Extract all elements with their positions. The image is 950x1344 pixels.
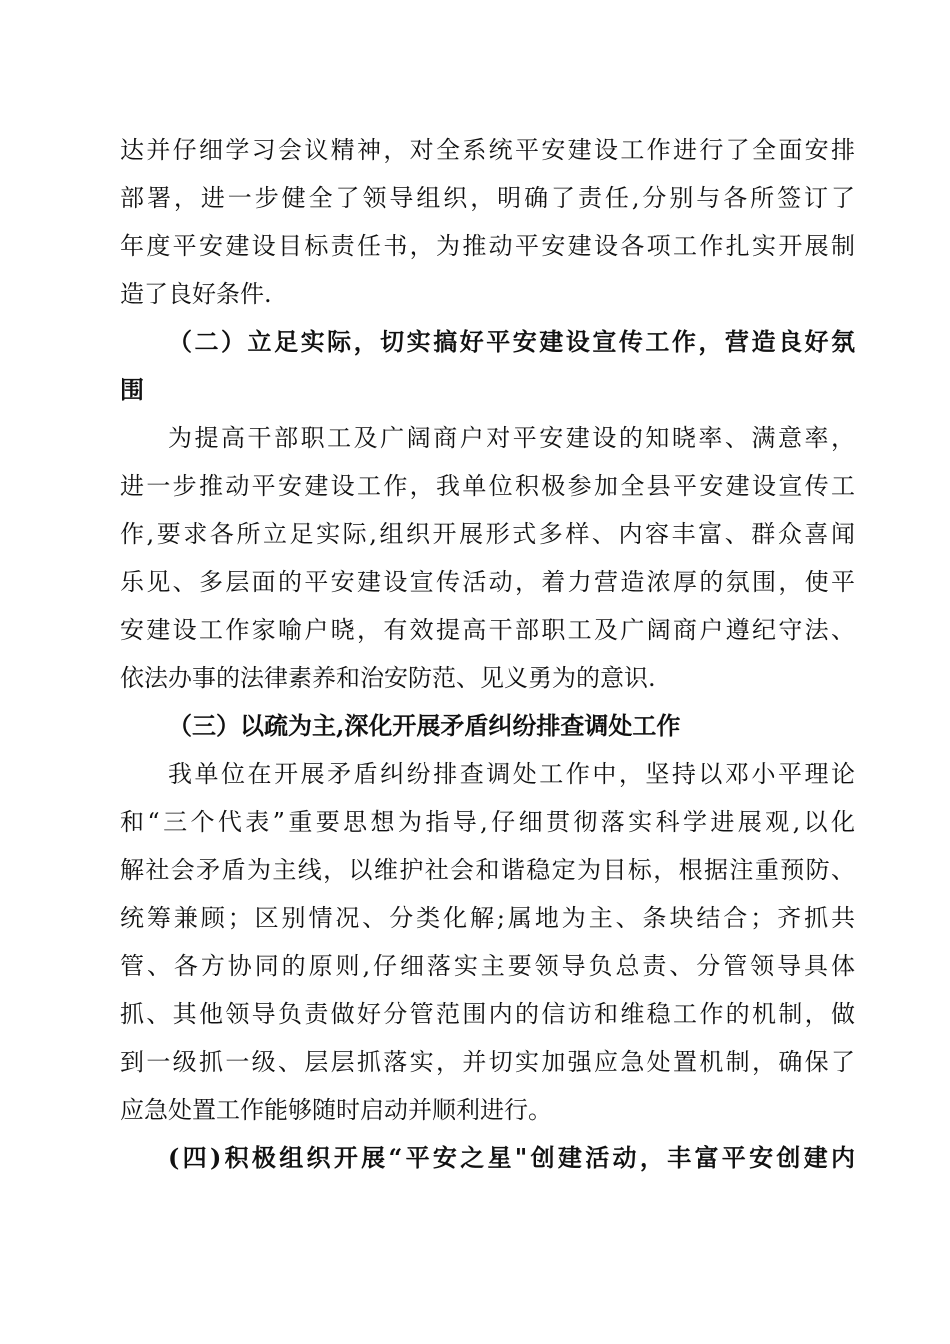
paragraph-3 <box>120 750 855 1134</box>
section-heading-3 <box>120 702 855 750</box>
paragraph-3-line: 应急处置工作能够随时启动并顺利进行。 <box>120 1096 552 1124</box>
paragraph-3-line: 和“三个代表”重要思想为指导,仔细贯彻落实科学进展观,以化 <box>120 808 855 836</box>
section-heading-4 <box>120 1134 855 1182</box>
paragraph-1 <box>120 126 855 318</box>
section-heading-2-line: 围 <box>120 375 144 404</box>
paragraph-1-line: 达并仔细学习会议精神，对全系统平安建设工作进行了全面安排 <box>120 136 855 164</box>
paragraph-2 <box>120 414 855 702</box>
paragraph-3-line: 管、各方协同的原则,仔细落实主要领导负总责、分管领导具体 <box>120 952 855 980</box>
section-heading-4-line: (四)积极组织开展“平安之星"创建活动，丰富平安创建内 <box>168 1143 855 1172</box>
paragraph-2-line: 乐见、多层面的平安建设宣传活动，着力营造浓厚的氛围，使平 <box>120 568 855 596</box>
paragraph-2-line: 进一步推动平安建设工作，我单位积极参加全县平安建设宣传工 <box>120 472 855 500</box>
paragraph-3-line: 抓、其他领导负责做好分管范围内的信访和维稳工作的机制，做 <box>120 1000 855 1028</box>
paragraph-2-line: 依法办事的法律素养和治安防范、见义勇为的意识. <box>120 664 656 692</box>
section-heading-3-line: （三）以疏为主,深化开展矛盾纠纷排查调处工作 <box>168 711 681 740</box>
paragraph-3-line: 到一级抓一级、层层抓落实，并切实加强应急处置机制，确保了 <box>120 1048 855 1076</box>
paragraph-3-line: 统筹兼顾；区别情况、分类化解;属地为主、条块结合；齐抓共 <box>120 904 855 932</box>
paragraph-1-line: 造了良好条件. <box>120 280 272 308</box>
paragraph-2-line: 作,要求各所立足实际,组织开展形式多样、内容丰富、群众喜闻 <box>120 520 855 548</box>
section-heading-2 <box>120 318 855 414</box>
paragraph-3-line: 我单位在开展矛盾纠纷排查调处工作中，坚持以邓小平理论 <box>168 760 855 788</box>
section-heading-2-line: （二）立足实际，切实搞好平安建设宣传工作，营造良好氛 <box>168 327 855 356</box>
paragraph-2-line: 为提高干部职工及广阔商户对平安建设的知晓率、满意率， <box>168 424 855 452</box>
paragraph-1-line: 部署，进一步健全了领导组织，明确了责任,分别与各所签订了 <box>120 184 855 212</box>
paragraph-1-line: 年度平安建设目标责任书，为推动平安建设各项工作扎实开展制 <box>120 232 855 260</box>
document-body <box>120 126 855 1182</box>
paragraph-2-line: 安建设工作家喻户晓，有效提高干部职工及广阔商户遵纪守法、 <box>120 616 855 644</box>
paragraph-3-line: 解社会矛盾为主线，以维护社会和谐稳定为目标，根据注重预防、 <box>120 856 855 884</box>
